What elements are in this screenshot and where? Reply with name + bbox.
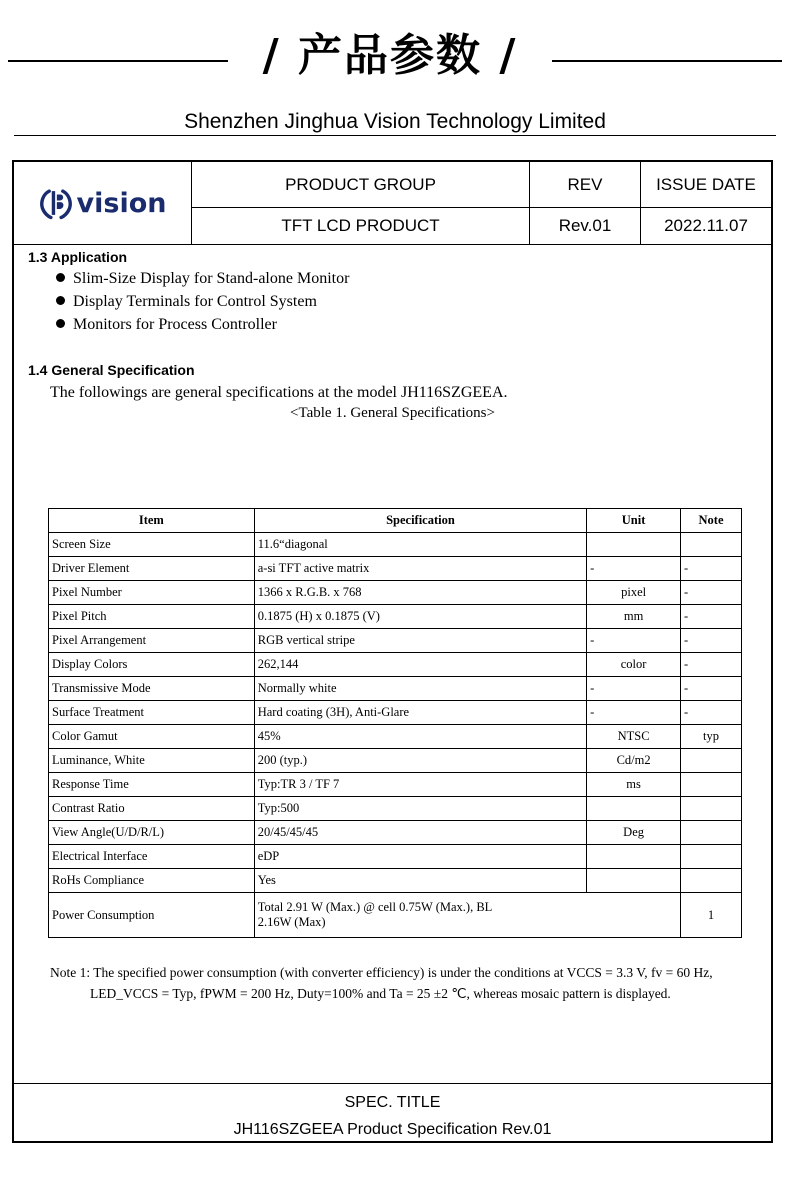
cell-spec: 262,144 [254, 653, 586, 677]
table-row [49, 701, 742, 725]
cell-spec: 1366 x R.G.B. x 768 [254, 581, 586, 605]
cell-unit: - [587, 701, 681, 725]
cell-unit [587, 869, 681, 893]
cell-unit [587, 797, 681, 821]
cell-note: - [681, 653, 742, 677]
cell-item: Contrast Ratio [49, 797, 255, 821]
bullet-icon [56, 296, 65, 305]
cell-spec: 20/45/45/45 [254, 821, 586, 845]
cell-item: Screen Size [49, 533, 255, 557]
table-row [49, 629, 742, 653]
cell-item: Response Time [49, 773, 255, 797]
table-caption: <Table 1. General Specifications> [290, 405, 495, 421]
table-row [49, 773, 742, 797]
rev-value: Rev.01 [558, 216, 612, 235]
cell-unit: mm [587, 605, 681, 629]
cell-unit [587, 845, 681, 869]
cell-spec: a-si TFT active matrix [254, 557, 586, 581]
table-row [49, 725, 742, 749]
logo-text: vision [76, 187, 167, 219]
cell-spec: 11.6“diagonal [254, 533, 586, 557]
cell-item: Pixel Number [49, 581, 255, 605]
cell-item: View Angle(U/D/R/L) [49, 821, 255, 845]
cell-spec: 0.1875 (H) x 0.1875 (V) [254, 605, 586, 629]
table-row-power [49, 893, 742, 938]
company-rule [14, 135, 776, 136]
column-header-specification: Specification [254, 509, 586, 533]
jh-logo-icon [39, 186, 73, 220]
power-spec-line: 2.16W (Max) [257, 915, 326, 929]
spec-sheet [12, 160, 773, 1143]
bullet-icon [56, 319, 65, 328]
issue-date-value: 2022.11.07 [664, 216, 748, 235]
spec-title-label: SPEC. TITLE [344, 1094, 441, 1111]
banner [0, 0, 790, 100]
product-group-value: TFT LCD PRODUCT [281, 216, 440, 235]
section-application-title: 1.3 Application [28, 249, 128, 265]
column-header-unit: Unit [587, 509, 681, 533]
application-item-text: Slim-Size Display for Stand-alone Monitor [73, 270, 350, 287]
footnote [50, 962, 766, 1004]
cell-unit: Cd/m2 [587, 749, 681, 773]
table-row [49, 653, 742, 677]
cell-item: Display Colors [49, 653, 255, 677]
table-row [49, 821, 742, 845]
table-row [49, 797, 742, 821]
footnote-line: Note 1: The specified power consumption (with converter efficiency) is under the conditions at VCCS = 3.3 V, fv = 60 Hz, [50, 965, 713, 980]
cell-note: - [681, 557, 742, 581]
cell-note: - [681, 629, 742, 653]
table-row [49, 557, 742, 581]
product-group-label: PRODUCT GROUP [285, 174, 436, 194]
cell-note: - [681, 581, 742, 605]
cell-unit [587, 533, 681, 557]
table-row [49, 749, 742, 773]
table-row [49, 533, 742, 557]
cell-spec: Typ:TR 3 / TF 7 [254, 773, 586, 797]
cell-item: Pixel Arrangement [49, 629, 255, 653]
cell-item: Electrical Interface [49, 845, 255, 869]
cell-note: - [681, 701, 742, 725]
table-header-row [49, 509, 742, 533]
application-item-text: Monitors for Process Controller [73, 316, 277, 333]
cell-note: - [681, 677, 742, 701]
table-row [49, 605, 742, 629]
cell-item: Luminance, White [49, 749, 255, 773]
company-name: Shenzhen Jinghua Vision Technology Limited [184, 110, 606, 133]
cell-note [681, 869, 742, 893]
cell-note [681, 845, 742, 869]
company-logo [14, 162, 191, 244]
cell-item: Pixel Pitch [49, 605, 255, 629]
cell-note: 1 [681, 893, 742, 938]
cell-item: Surface Treatment [49, 701, 255, 725]
cell-spec: Typ:500 [254, 797, 586, 821]
cell-spec: Yes [254, 869, 586, 893]
cell-unit: - [587, 629, 681, 653]
cell-note [681, 749, 742, 773]
column-header-note: Note [681, 509, 742, 533]
table-row [49, 677, 742, 701]
bullet-icon [56, 273, 65, 282]
cell-unit: pixel [587, 581, 681, 605]
spec-table [48, 508, 742, 938]
document-header [14, 162, 771, 245]
section-general-title: 1.4 General Specification [28, 362, 195, 378]
table-row [49, 845, 742, 869]
cell-spec: Hard coating (3H), Anti-Glare [254, 701, 586, 725]
cell-unit: ms [587, 773, 681, 797]
issue-date-label: ISSUE DATE [656, 174, 756, 194]
application-item [56, 293, 317, 311]
cell-unit: Deg [587, 821, 681, 845]
spec-title-value: JH116SZGEEA Product Specification Rev.01 [233, 1121, 552, 1138]
cell-spec: RGB vertical stripe [254, 629, 586, 653]
column-header-item: Item [49, 509, 255, 533]
cell-unit: - [587, 557, 681, 581]
table-row [49, 581, 742, 605]
rev-label: REV [567, 174, 603, 194]
document-footer [14, 1083, 771, 1144]
power-spec-line: Total 2.91 W (Max.) @ cell 0.75W (Max.), BL [257, 900, 493, 914]
cell-spec: 200 (typ.) [254, 749, 586, 773]
cell-unit: NTSC [587, 725, 681, 749]
cell-spec [254, 893, 586, 938]
cell-spec: Normally white [254, 677, 586, 701]
cell-spec: eDP [254, 845, 586, 869]
banner-line-right [552, 60, 782, 62]
banner-title: / 产品参数 / [262, 30, 518, 81]
general-intro: The followings are general specifications at the model JH116SZGEEA. [50, 384, 508, 401]
banner-line-left [8, 60, 228, 62]
cell-note [681, 797, 742, 821]
cell-item: Transmissive Mode [49, 677, 255, 701]
cell-note [681, 773, 742, 797]
footnote-line: LED_VCCS = Typ, fPWM = 200 Hz, Duty=100% and Ta = 25 ±2 ℃, whereas mosaic pattern is displayed. [90, 986, 671, 1001]
cell-unit: color [587, 653, 681, 677]
cell-note [681, 533, 742, 557]
application-item [56, 270, 349, 288]
application-item [56, 316, 277, 334]
cell-note: typ [681, 725, 742, 749]
cell-spec: 45% [254, 725, 586, 749]
application-item-text: Display Terminals for Control System [73, 293, 317, 310]
cell-unit [587, 893, 681, 938]
cell-item: Driver Element [49, 557, 255, 581]
cell-item: Power Consumption [49, 893, 255, 938]
table-row [49, 869, 742, 893]
cell-item: Color Gamut [49, 725, 255, 749]
cell-note [681, 821, 742, 845]
cell-unit: - [587, 677, 681, 701]
cell-note: - [681, 605, 742, 629]
cell-item: RoHs Compliance [49, 869, 255, 893]
